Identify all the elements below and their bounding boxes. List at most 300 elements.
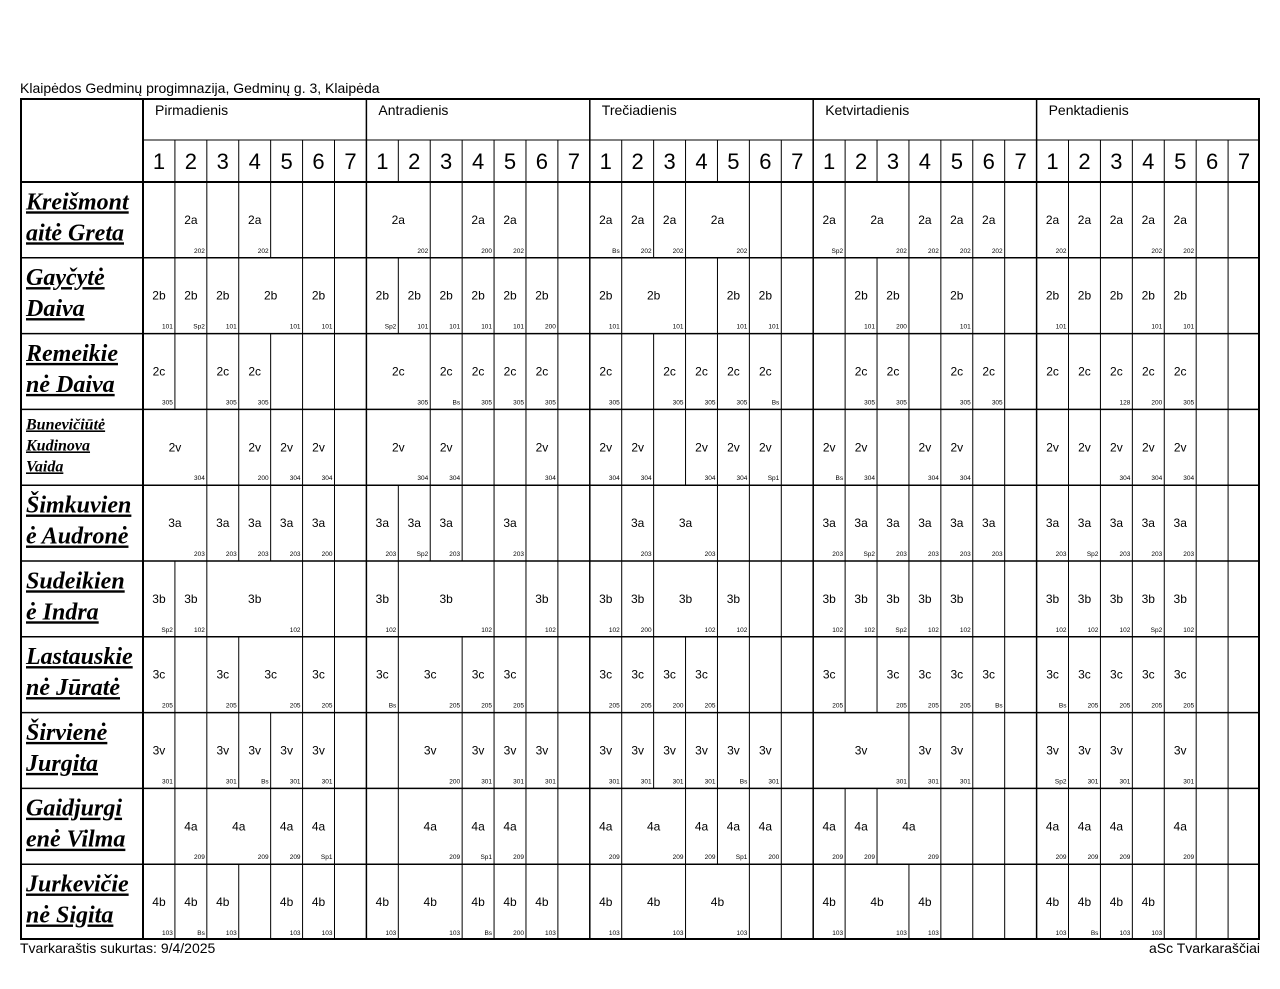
teacher-name: Gayčytė (26, 265, 105, 292)
period-header: 7 (1237, 149, 1251, 174)
lesson-class: 2a (630, 212, 645, 227)
lesson-class: 2c (727, 364, 740, 379)
lesson-room: Bs (739, 778, 748, 786)
lesson-class: 3v (152, 743, 166, 758)
lesson-class: 3c (822, 667, 836, 682)
lesson-class: 3c (423, 667, 437, 682)
lesson-class: 3c (663, 667, 676, 682)
period-header: 2 (854, 149, 868, 174)
period-header: 3 (216, 149, 229, 174)
lesson-class: 3a (1141, 516, 1155, 531)
lesson-class: 3v (918, 743, 932, 758)
lesson-class: 3a (1045, 516, 1060, 531)
period-header: 4 (248, 149, 261, 174)
lesson-room: 200 (481, 247, 493, 255)
lesson-room: 205 (513, 702, 524, 710)
teacher-name: Kreišmont (26, 189, 129, 216)
lesson-class: 4a (1077, 819, 1092, 834)
lesson-class: 2v (248, 440, 262, 455)
lesson-room: 101 (225, 323, 237, 331)
lesson-room: 209 (832, 854, 844, 862)
lesson-class: 2b (854, 288, 868, 303)
lesson-room: 200 (321, 551, 333, 558)
lesson-class: 2v (1046, 440, 1059, 455)
lesson-class: 3b (918, 591, 932, 606)
lesson-class: 2b (152, 288, 166, 303)
lesson-room: 209 (449, 854, 461, 862)
lesson-class: 3a (1077, 516, 1092, 531)
lesson-room: 202 (640, 247, 652, 255)
lesson-class: 3b (535, 591, 549, 606)
lesson-room: 202 (959, 247, 971, 255)
lesson-room: 209 (513, 854, 524, 862)
lesson-class: 3a (439, 516, 453, 531)
lesson-room: 101 (608, 323, 620, 331)
lesson-room: 209 (864, 854, 876, 862)
lesson-room: 301 (640, 778, 652, 786)
lesson-class: 3c (264, 667, 278, 682)
school-title: Klaipėdos Gedminų progimnazija, Gedminų g. 3, Klaipėda (20, 80, 380, 96)
lesson-class: 2c (695, 364, 708, 379)
lesson-class: 3a (279, 516, 294, 531)
lesson-room: 203 (193, 551, 205, 558)
lesson-room: Bs (835, 475, 844, 483)
lesson-room: 102 (832, 626, 844, 634)
lesson-room: 128 (1119, 399, 1131, 407)
teacher-name: Jurkevičie (26, 871, 129, 898)
lesson-room: 101 (481, 323, 493, 331)
lesson-room: 102 (1119, 626, 1131, 634)
lesson-class: 3v (663, 743, 676, 758)
lesson-room: 101 (449, 323, 461, 331)
lesson-room: 103 (896, 930, 907, 937)
period-header: 5 (1174, 149, 1187, 174)
lesson-room: Sp1 (480, 854, 493, 862)
lesson-room: Bs (771, 399, 780, 407)
lesson-room: 209 (193, 854, 205, 862)
lesson-room: 200 (545, 323, 556, 331)
lesson-class: 3v (599, 743, 613, 758)
lesson-room: 305 (959, 399, 971, 407)
lesson-class: 3v (312, 743, 325, 758)
period-header: 3 (663, 149, 676, 174)
lesson-class: 4a (822, 819, 836, 834)
lesson-class: 2b (950, 288, 964, 303)
lesson-room: Bs (1090, 930, 1099, 937)
day-header: Antradienis (378, 102, 449, 118)
lesson-class: 3a (982, 516, 996, 531)
lesson-class: 2a (1141, 212, 1155, 227)
lesson-room: 203 (225, 551, 237, 558)
lesson-room: 205 (1183, 702, 1195, 710)
lesson-class: 2c (854, 364, 868, 379)
lesson-class: 2v (280, 440, 293, 455)
lesson-class: 3v (503, 743, 517, 758)
lesson-room: 209 (608, 854, 620, 862)
lesson-room: 305 (1183, 399, 1195, 407)
lesson-room: 305 (545, 399, 556, 407)
lesson-room: 209 (672, 854, 684, 862)
lesson-room: 203 (640, 551, 652, 558)
lesson-class: 3a (1173, 516, 1187, 531)
lesson-class: 2c (1046, 364, 1059, 379)
lesson-room: 101 (289, 323, 301, 331)
lesson-room: Bs (452, 399, 461, 407)
lesson-class: 2a (982, 212, 996, 227)
timetable-grid (20, 98, 1260, 940)
lesson-class: 2c (503, 364, 517, 379)
lesson-class: 2v (631, 440, 645, 455)
lesson-class: 2v (535, 440, 549, 455)
lesson-class: 2v (1141, 440, 1155, 455)
lesson-class: 3v (423, 743, 437, 758)
lesson-class: 2v (168, 440, 182, 455)
lesson-room: 305 (513, 399, 524, 407)
lesson-class: 3b (1173, 591, 1187, 606)
lesson-class: 2b (1077, 288, 1092, 303)
teacher-name: nė Sigita (26, 902, 114, 929)
lesson-room: 209 (1183, 854, 1195, 862)
lesson-class: 2b (1141, 288, 1155, 303)
lesson-room: 202 (896, 247, 907, 255)
teacher-name: Kudinova (26, 437, 91, 455)
lesson-class: 4b (375, 895, 390, 910)
lesson-class: 2a (918, 212, 932, 227)
lesson-class: 3c (1173, 667, 1187, 682)
lesson-room: 209 (704, 854, 716, 862)
lesson-room: Sp2 (895, 626, 907, 634)
lesson-class: 4b (423, 895, 437, 910)
lesson-room: 101 (1183, 323, 1195, 331)
lesson-room: 202 (417, 247, 429, 255)
lesson-class: 2a (391, 212, 405, 227)
day-header: Penktadienis (1048, 102, 1129, 118)
lesson-class: 3a (854, 516, 868, 531)
lesson-class: 4b (822, 895, 836, 910)
lesson-class: 3c (152, 667, 166, 682)
lesson-class: 3v (535, 743, 549, 758)
lesson-class: 4a (646, 819, 661, 834)
period-header: 1 (376, 149, 389, 174)
lesson-class: 3b (184, 591, 198, 606)
lesson-class: 3b (1109, 591, 1124, 606)
lesson-class: 3b (1045, 591, 1060, 606)
lesson-room: 202 (736, 247, 748, 255)
lesson-class: 2c (758, 364, 772, 379)
lesson-room: 203 (959, 551, 971, 558)
lesson-room: 205 (481, 702, 493, 710)
lesson-room: 203 (1119, 551, 1131, 558)
lesson-room: 301 (927, 778, 939, 786)
lesson-class: 2a (471, 212, 485, 227)
lesson-room: 203 (704, 551, 716, 558)
lesson-room: 200 (449, 778, 461, 786)
period-header: 1 (152, 149, 166, 174)
lesson-class: 3b (248, 591, 262, 606)
lesson-class: 3a (886, 516, 900, 531)
lesson-class: 2b (599, 288, 613, 303)
lesson-room: Bs (995, 702, 1003, 710)
lesson-class: 3c (1078, 667, 1091, 682)
lesson-class: 4b (646, 895, 661, 910)
lesson-room: 304 (959, 475, 971, 483)
lesson-class: 2a (662, 212, 677, 227)
lesson-room: 102 (736, 626, 748, 634)
teacher-name: aitė Greta (26, 220, 124, 247)
lesson-class: 3a (248, 516, 262, 531)
lesson-room: 305 (417, 399, 429, 407)
period-header: 2 (184, 149, 197, 174)
lesson-room: 203 (832, 551, 844, 558)
lesson-room: 203 (991, 551, 1003, 558)
lesson-room: 101 (417, 323, 429, 331)
lesson-room: 102 (1087, 626, 1099, 634)
lesson-class: 3a (1109, 516, 1124, 531)
lesson-room: 102 (193, 626, 205, 634)
lesson-class: 3c (1046, 667, 1059, 682)
lesson-room: 305 (736, 399, 748, 407)
lesson-room: 101 (162, 323, 173, 331)
lesson-room: 103 (608, 930, 620, 937)
period-header: 1 (823, 149, 836, 174)
lesson-class: 2b (184, 288, 198, 303)
period-header: 2 (1078, 149, 1091, 174)
lesson-class: 2b (726, 288, 741, 303)
lesson-class: 3v (727, 743, 740, 758)
lesson-room: Sp2 (193, 323, 205, 331)
lesson-room: 202 (927, 247, 939, 255)
lesson-class: 2c (439, 364, 453, 379)
lesson-room: 304 (321, 475, 333, 483)
lesson-room: 102 (1183, 626, 1195, 634)
lesson-class: 2b (503, 288, 517, 303)
teacher-name: nė Jūratė (26, 675, 121, 702)
period-header: 3 (886, 149, 900, 174)
period-header: 4 (695, 149, 708, 174)
lesson-class: 4b (535, 895, 549, 910)
lesson-room: 203 (1055, 551, 1067, 558)
lesson-room: 102 (704, 626, 716, 634)
lesson-class: 3b (950, 591, 964, 606)
lesson-class: 4a (311, 819, 326, 834)
lesson-room: 200 (640, 626, 652, 634)
lesson-class: 2c (391, 364, 405, 379)
lesson-room: 301 (1183, 778, 1195, 786)
lesson-class: 3a (950, 516, 964, 531)
lesson-room: 301 (608, 778, 620, 786)
lesson-room: 209 (1055, 854, 1067, 862)
lesson-class: 4b (503, 895, 517, 910)
lesson-class: 2v (758, 440, 772, 455)
lesson-class: 3b (630, 591, 645, 606)
lesson-class: 4b (152, 895, 166, 910)
lesson-class: 2a (1077, 212, 1092, 227)
lesson-room: 103 (1151, 930, 1163, 937)
lesson-class: 4b (471, 895, 485, 910)
lesson-class: 3v (854, 743, 868, 758)
lesson-room: Bs (197, 930, 205, 937)
period-header: 5 (727, 149, 740, 174)
lesson-room: 202 (257, 247, 269, 255)
lesson-class: 3v (280, 743, 293, 758)
lesson-room: 103 (449, 930, 461, 937)
lesson-class: 2b (886, 288, 900, 303)
lesson-class: 3c (471, 667, 485, 682)
lesson-room: 301 (959, 778, 971, 786)
teacher-name: Šimkuvien (26, 492, 132, 519)
lesson-room: 203 (289, 551, 301, 558)
lesson-class: 3c (376, 667, 389, 682)
lesson-class: 2b (1173, 288, 1187, 303)
lesson-class: 3b (822, 591, 836, 606)
lesson-class: 2c (982, 364, 996, 379)
lesson-room: 205 (832, 702, 844, 710)
lesson-room: 102 (481, 626, 493, 634)
lesson-class: 4a (599, 819, 613, 834)
period-header: 6 (1206, 149, 1219, 174)
lesson-class: 2c (886, 364, 900, 379)
period-header: 6 (982, 149, 995, 174)
period-header: 7 (344, 149, 357, 174)
lesson-class: 3c (503, 667, 517, 682)
lesson-room: 102 (289, 626, 301, 634)
lesson-room: 305 (257, 399, 269, 407)
lesson-room: 101 (1151, 323, 1163, 331)
lesson-room: 103 (672, 930, 684, 937)
lesson-class: 2v (950, 440, 964, 455)
lesson-class: 3v (1046, 743, 1059, 758)
lesson-class: 2v (1078, 440, 1091, 455)
lesson-room: 102 (1055, 626, 1067, 634)
lesson-class: 2v (312, 440, 325, 455)
lesson-class: 4a (279, 819, 294, 834)
lesson-class: 2v (439, 440, 453, 455)
lesson-room: 209 (1119, 854, 1131, 862)
lesson-room: 101 (768, 323, 780, 331)
lesson-class: 3b (886, 591, 900, 606)
lesson-class: 2c (535, 364, 549, 379)
lesson-class: 3v (758, 743, 772, 758)
lesson-class: 3c (1110, 667, 1123, 682)
lesson-room: Sp2 (863, 551, 876, 558)
lesson-room: 205 (289, 702, 301, 710)
period-header: 3 (1110, 149, 1123, 174)
lesson-room: 202 (672, 247, 684, 255)
lesson-room: 301 (768, 778, 780, 786)
lesson-room: 205 (449, 702, 461, 710)
lesson-class: 3c (1141, 667, 1155, 682)
lesson-class: 2a (870, 212, 884, 227)
lesson-class: 2c (216, 364, 230, 379)
lesson-room: 305 (225, 399, 237, 407)
lesson-room: 200 (513, 930, 524, 937)
lesson-class: 3v (471, 743, 485, 758)
lesson-room: 305 (162, 399, 173, 407)
lesson-class: 2a (710, 212, 725, 227)
lesson-class: 2a (1173, 212, 1187, 227)
lesson-room: 304 (289, 475, 301, 483)
lesson-room: 103 (1055, 930, 1067, 937)
lesson-room: 305 (672, 399, 684, 407)
lesson-room: 304 (640, 475, 652, 483)
lesson-room: 200 (1151, 399, 1163, 407)
lesson-class: 3a (407, 516, 421, 531)
day-header: Ketvirtadienis (825, 102, 910, 118)
lesson-class: 4a (232, 819, 246, 834)
lesson-class: 3b (1141, 591, 1155, 606)
lesson-class: 2b (216, 288, 230, 303)
lesson-class: 3c (312, 667, 325, 682)
lesson-room: Sp2 (384, 323, 397, 331)
period-header: 5 (280, 149, 293, 174)
lesson-class: 3c (982, 667, 996, 682)
lesson-class: 4a (423, 819, 437, 834)
teacher-name: Vaida (26, 458, 64, 476)
lesson-room: 102 (385, 626, 397, 634)
lesson-class: 3b (678, 591, 693, 606)
lesson-class: 3b (854, 591, 868, 606)
lesson-room: Bs (484, 930, 493, 937)
lesson-room: 304 (608, 475, 620, 483)
lesson-room: 102 (959, 626, 971, 634)
lesson-room: 301 (162, 778, 173, 786)
lesson-class: 4b (870, 895, 884, 910)
lesson-room: 202 (991, 247, 1003, 255)
lesson-room: 304 (1183, 475, 1195, 483)
lesson-room: 301 (1087, 778, 1099, 786)
lesson-class: 2c (1110, 364, 1123, 379)
lesson-room: 103 (321, 930, 333, 937)
lesson-class: 4b (1045, 895, 1060, 910)
lesson-class: 3b (599, 591, 613, 606)
lesson-room: 103 (927, 930, 939, 937)
teacher-name: Bunevičiūtė (26, 416, 106, 434)
lesson-class: 2v (599, 440, 613, 455)
lesson-class: 4a (1045, 819, 1060, 834)
lesson-room: 301 (225, 778, 237, 786)
lesson-class: 3v (216, 743, 230, 758)
lesson-class: 4a (471, 819, 485, 834)
lesson-room: 102 (864, 626, 876, 634)
lesson-room: Bs (388, 702, 397, 710)
brand-label: aSc Tvarkaraščiai (1148, 940, 1260, 956)
lesson-room: 301 (704, 778, 716, 786)
lesson-class: 2v (391, 440, 405, 455)
lesson-class: 2c (663, 364, 676, 379)
lesson-class: 2v (822, 440, 836, 455)
lesson-room: 304 (1119, 475, 1131, 483)
lesson-room: 101 (321, 323, 333, 331)
lesson-room: Sp1 (767, 475, 780, 483)
lesson-room: 301 (513, 778, 524, 786)
lesson-class: 2a (1045, 212, 1060, 227)
lesson-class: 2a (184, 212, 198, 227)
lesson-class: 2a (599, 212, 613, 227)
period-header: 2 (631, 149, 644, 174)
lesson-class: 3a (375, 516, 390, 531)
lesson-room: Sp2 (1086, 551, 1099, 558)
period-header: 6 (312, 149, 325, 174)
lesson-room: 205 (225, 702, 237, 710)
lesson-class: 2c (1141, 364, 1155, 379)
lesson-room: 304 (864, 475, 876, 483)
lesson-room: 305 (896, 399, 907, 407)
lesson-class: 4a (758, 819, 773, 834)
lesson-room: Bs (261, 778, 269, 786)
teacher-name: Gaidjurgi (26, 795, 123, 822)
period-header: 4 (1142, 149, 1155, 174)
lesson-class: 4b (1141, 895, 1155, 910)
